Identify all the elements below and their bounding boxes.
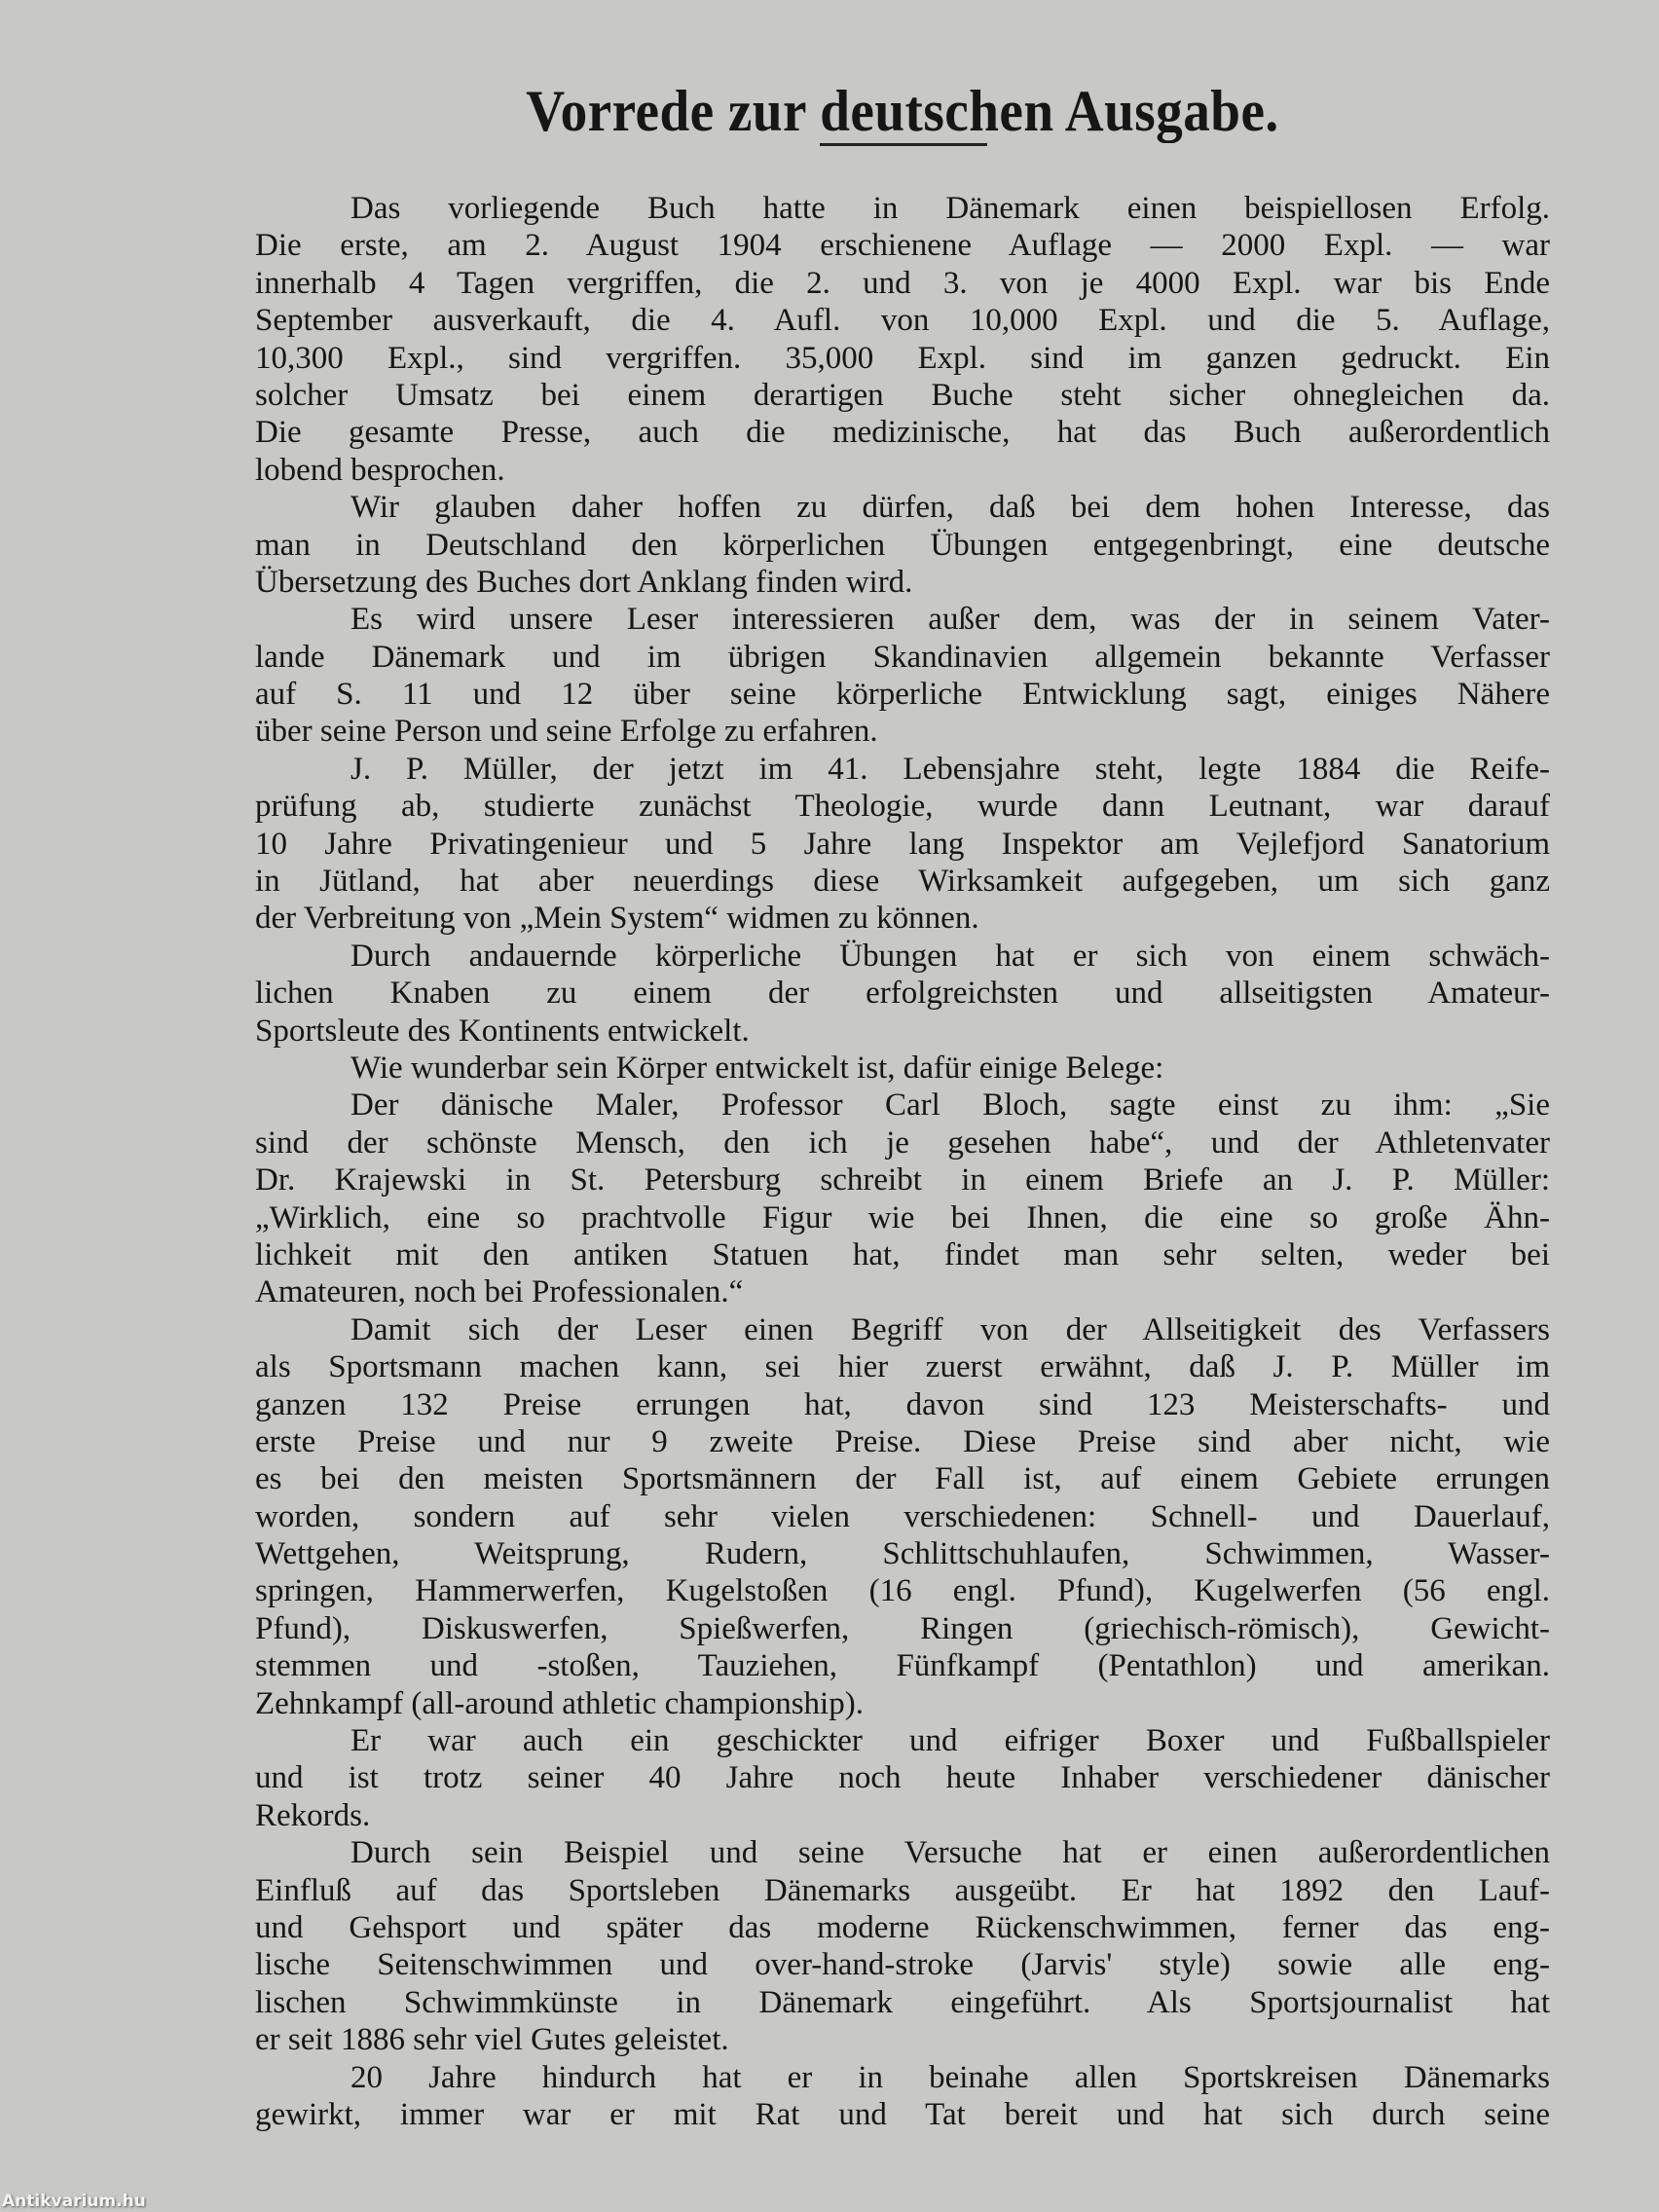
- text-line: lobend besprochen.: [255, 452, 505, 488]
- text-line: Übersetzung des Buches dort Anklang finden wird.: [255, 564, 913, 600]
- text-line: Die gesamte Presse, auch die medizinische, hat das Buch außerordentlich: [255, 415, 1550, 451]
- text-line: lichkeit mit den antiken Statuen hat, findet man sehr selten, weder bei: [255, 1236, 1550, 1272]
- text-line: es bei den meisten Sportsmännern der Fall ist, auf einem Gebiete errungen: [255, 1461, 1550, 1497]
- text-line: Amateuren, noch bei Professionalen.“: [255, 1274, 744, 1310]
- text-line: ganzen 132 Preise errungen hat, davon sind 123 Meisterschafts- und: [255, 1386, 1550, 1422]
- paragraph: [255, 1722, 1550, 1834]
- text-line: solcher Umsatz bei einem derartigen Buche steht sicher ohnegleichen da.: [255, 377, 1550, 413]
- title-divider: [820, 143, 987, 146]
- paragraph: [255, 1087, 1550, 1310]
- text-line: September ausverkauft, die 4. Aufl. von 10,000 Expl. und die 5. Auflage,: [255, 303, 1550, 339]
- watermark-logo: Antikvarium.hu: [2, 2192, 146, 2211]
- paragraph: [255, 1050, 1550, 1087]
- paragraph: [255, 1834, 1550, 2058]
- text-line: Pfund), Diskuswerfen, Spießwerfen, Ringen (griechisch-römisch), Gewicht-: [255, 1610, 1550, 1646]
- text-line: prüfung ab, studierte zunächst Theologie, wurde dann Leutnant, war darauf: [255, 789, 1550, 825]
- paragraph: [255, 2059, 1550, 2134]
- text-line: Rekords.: [255, 1797, 371, 1833]
- text-line: lische Seitenschwimmen und over-hand-stroke (Jarvis' style) sowie alle eng-: [255, 1947, 1550, 1983]
- text-line: springen, Hammerwerfen, Kugelstoßen (16 engl. Pfund), Kugelwerfen (56 engl.: [255, 1573, 1550, 1609]
- text-line: sind der schönste Mensch, den ich je gesehen habe“, und der Athletenvater: [255, 1124, 1550, 1161]
- text-line: J. P. Müller, der jetzt im 41. Lebensjahre steht, legte 1884 die Reife-: [350, 751, 1550, 787]
- text-line: worden, sondern auf sehr vielen verschiedenen: Schnell- und Dauerlauf,: [255, 1498, 1550, 1534]
- page-title: Vorrede zur deutschen Ausgabe.: [526, 79, 1279, 144]
- text-line: lande Dänemark und im übrigen Skandinavien allgemein bekannte Verfasser: [255, 639, 1550, 675]
- text-line: und ist trotz seiner 40 Jahre noch heute Inhaber verschiedener dänischer: [255, 1760, 1550, 1796]
- text-line: Die erste, am 2. August 1904 erschienene Auflage — 2000 Expl. — war: [255, 228, 1550, 264]
- text-line: erste Preise und nur 9 zweite Preise. Diese Preise sind aber nicht, wie: [255, 1423, 1550, 1459]
- text-line: und Gehsport und später das moderne Rückenschwimmen, ferner das eng-: [255, 1909, 1550, 1945]
- text-line: Wir glauben daher hoffen zu dürfen, daß bei dem hohen Interesse, das: [350, 490, 1550, 526]
- text-line: man in Deutschland den körperlichen Übungen entgegenbringt, eine deutsche: [255, 527, 1550, 563]
- text-line: Zehnkampf (all-around athletic championship).: [255, 1685, 864, 1721]
- body-text: [255, 190, 1550, 2133]
- text-line: „Wirklich, eine so prachtvolle Figur wie bei Ihnen, die eine so große Ähn-: [255, 1199, 1550, 1235]
- text-line: Wie wunderbar sein Körper entwickelt ist, dafür einige Belege:: [350, 1050, 1164, 1086]
- text-line: 10,300 Expl., sind vergriffen. 35,000 Expl. sind im ganzen gedruckt. Ein: [255, 340, 1550, 376]
- text-line: stemmen und -stoßen, Tauziehen, Fünfkampf (Pentathlon) und amerikan.: [255, 1648, 1550, 1684]
- text-line: lichen Knaben zu einem der erfolgreichsten und allseitigsten Amateur-: [255, 976, 1550, 1012]
- text-line: Durch sein Beispiel und seine Versuche hat er einen außerordentlichen: [350, 1835, 1550, 1871]
- text-line: 20 Jahre hindurch hat er in beinahe allen Sportskreisen Dänemarks: [350, 2059, 1550, 2095]
- text-line: er seit 1886 sehr viel Gutes geleistet.: [255, 2022, 729, 2058]
- text-line: 10 Jahre Privatingenieur und 5 Jahre lang Inspektor am Vejlefjord Sanatorium: [255, 826, 1550, 862]
- paragraph: [255, 751, 1550, 938]
- text-line: gewirkt, immer war er mit Rat und Tat bereit und hat sich durch seine: [255, 2096, 1550, 2132]
- paragraph: [255, 601, 1550, 751]
- text-line: über seine Person und seine Erfolge zu erfahren.: [255, 714, 878, 750]
- text-line: Sportsleute des Kontinents entwickelt.: [255, 1013, 750, 1049]
- text-line: Damit sich der Leser einen Begriff von der Allseitigkeit des Verfassers: [350, 1311, 1550, 1347]
- text-line: Es wird unsere Leser interessieren außer dem, was der in seinem Vater-: [350, 602, 1550, 638]
- text-line: Durch andauernde körperliche Übungen hat er sich von einem schwäch-: [350, 938, 1550, 974]
- text-line: lischen Schwimmkünste in Dänemark eingeführt. Als Sportsjournalist hat: [255, 1984, 1550, 2020]
- text-line: Einfluß auf das Sportsleben Dänemarks ausgeübt. Er hat 1892 den Lauf-: [255, 1872, 1550, 1908]
- text-line: als Sportsmann machen kann, sei hier zuerst erwähnt, daß J. P. Müller im: [255, 1349, 1550, 1385]
- text-line: Der dänische Maler, Professor Carl Bloch, sagte einst zu ihm: „Sie: [350, 1088, 1550, 1124]
- text-line: auf S. 11 und 12 über seine körperliche Entwicklung sagt, einiges Nähere: [255, 677, 1550, 713]
- text-line: Er war auch ein geschickter und eifriger Boxer und Fußballspieler: [350, 1723, 1550, 1759]
- paragraph: [255, 489, 1550, 601]
- text-line: innerhalb 4 Tagen vergriffen, die 2. und 3. von je 4000 Expl. war bis Ende: [255, 265, 1550, 301]
- text-line: in Jütland, hat aber neuerdings diese Wirksamkeit aufgegeben, um sich ganz: [255, 864, 1550, 900]
- text-line: Wettgehen, Weitsprung, Rudern, Schlittschuhlaufen, Schwimmen, Wasser-: [255, 1536, 1550, 1572]
- paragraph: [255, 1311, 1550, 1722]
- paragraph: [255, 938, 1550, 1050]
- paragraph: [255, 190, 1550, 489]
- text-line: Das vorliegende Buch hatte in Dänemark einen beispiellosen Erfolg.: [350, 191, 1550, 226]
- text-line: der Verbreitung von „Mein System“ widmen zu können.: [255, 901, 979, 937]
- text-line: Dr. Krajewski in St. Petersburg schreibt in einem Briefe an J. P. Müller:: [255, 1162, 1550, 1198]
